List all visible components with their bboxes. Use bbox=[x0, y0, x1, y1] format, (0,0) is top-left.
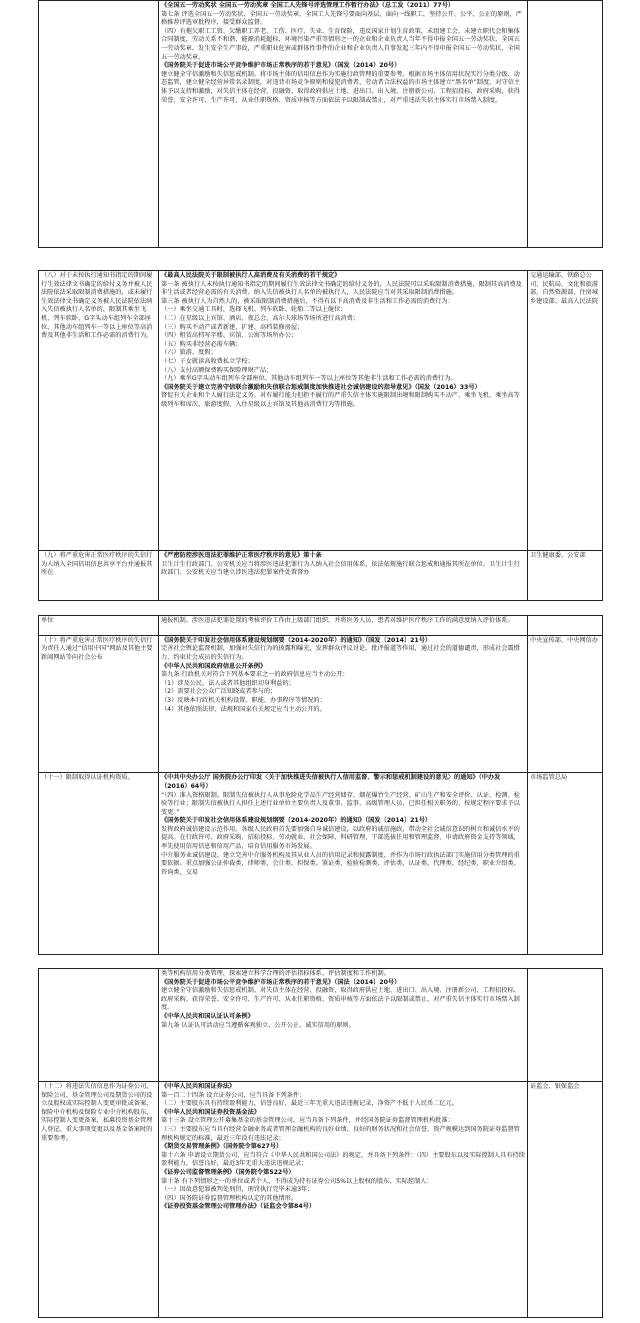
legal-basis-cell bbox=[159, 773, 528, 955]
law-clause: （二）在星级以上宾馆、酒店、夜总会、高尔夫球场等场所进行高消费； bbox=[161, 314, 359, 322]
law-clause: （二）主要股东具有持续盈利能力，信誉良好，最近三年无重大违法违规记录，净资产不低于人民币二亿元。 bbox=[161, 1100, 458, 1108]
law-title: 《中华人民共和国认证认可条例》 bbox=[161, 1012, 254, 1020]
law-clause: “（四）准入资格限制。限制失信被执行人从事危险化学品生产经营储存、烟花爆竹生产经营、矿山生产和安全评价、认证、检测、检验等行业；限制失信被执行人担任上述行业单位主要负责人及董事、监事、高级管理人员，已担任相关职务的，按规定程序要求予以变更。” bbox=[161, 791, 520, 816]
page-section-3 bbox=[38, 615, 603, 955]
measure-cell bbox=[39, 969, 159, 1082]
law-clause: 建立健全守信激励和失信惩戒机制。将市场主体的信用信息作为实施行政管理的重要参考。根据市场主体信用状况实行分类分级、动态监管，建立健全经营异常名录制度，对违背市场竞争原则和侵犯消费者、劳动者合法权益的市场主体建立“黑名单”制度，对守信主体予以支持和激励，对失信主体在经营、投融资、取得政府供应土地、进出口、出入境、注册新公司、工程招投标、政府采购、获得荣誉、安全许可、生产许可、从业任职资格、资质审核等方面依法予以限制或禁止，对严重违法失信主体实行市场禁入制度。 bbox=[161, 70, 521, 104]
legal-basis-cell bbox=[159, 969, 528, 1082]
department-cell bbox=[528, 969, 603, 1082]
law-clause: 第十条 有下列情形之一的单位或者个人，不得成为持有证券公司5%以上股权的股东、实际控制人： bbox=[161, 1177, 433, 1185]
law-title: 《证券公司监督管理条例》（国务院令第522号） bbox=[161, 1168, 295, 1176]
law-clause: 第九条 认证认可活动应当遵循客观独立、公开公正、诚实信用的原则。 bbox=[161, 1021, 355, 1029]
department-cell: 卫生健康委、公安部 bbox=[528, 551, 603, 601]
law-clause: 卫生计生行政部门、公安机关应当将涉医违法犯罪行为人纳入社会信用体系，依法依规施行联合惩戒和通报其所在单位。卫生计生行政部门、公安机关应当建立涉医违法犯罪案件处置督办 bbox=[161, 560, 520, 577]
table-row bbox=[39, 1081, 603, 1317]
measure-cell: （八）对于未按执行通知书指定的期间履行生效法律文书确定的给付义务并被人民法院依法采取限制消费措施的，或未履行生效法律文书确定义务被人民法院依法纳入失信被执行人名单的，限制其乘坐飞机、列车软卧、G字头动车组列车全部座位、其他动车组列车一等以上座位等高消费及其他非生活和工作必需的消费行为。 bbox=[39, 271, 159, 551]
measure-cell: （十一）限制取得认证机构资质。 bbox=[39, 773, 159, 955]
law-clause: （四）租赁高档写字楼、宾馆、公寓等场所办公； bbox=[161, 332, 298, 340]
table-row bbox=[39, 773, 603, 955]
measure-cell bbox=[39, 1, 159, 248]
law-title: 《严密防控涉医违法犯罪维护正常医疗秩序的意见》第十条 bbox=[161, 552, 322, 559]
page-section-1 bbox=[38, 0, 603, 248]
table-row bbox=[39, 1, 603, 248]
department-cell bbox=[528, 1, 603, 248]
law-title: 《中共中央办公厅 国务院办公厅印发〈关于加快推进失信被执行人信用监督、警示和惩戒机制建设的意见〉的通知》（中办发（2016）64号） bbox=[161, 774, 501, 790]
law-clause: （九）乘坐G字头动车组列车全部座位、其他动车组列车一等以上座位等其他非生活和工作必需的消费行为。 bbox=[161, 375, 457, 383]
table-row bbox=[39, 616, 603, 636]
policy-table-1 bbox=[38, 0, 603, 248]
law-clause: （三）购买不动产或者新建、扩建、高档装修房屋； bbox=[161, 323, 304, 331]
department-cell bbox=[528, 616, 603, 636]
law-clause: 第十三条 设立管理公开募集基金的基金管理公司，应当具备下列条件，并经国务院证券监督管理机构批准： bbox=[161, 1117, 454, 1125]
law-title: 《国务院关于印发社会信用体系建设规划纲要（2014-2020年）的通知》（国发〔2014〕21号） bbox=[161, 817, 432, 825]
legal-basis-cell bbox=[159, 1081, 528, 1317]
department-cell: 交通运输部、铁路总公司、民航局、文化和旅游部、自然资源部、住房城乡建设部、最高人民法院 bbox=[528, 271, 603, 551]
department-cell: 中央宣传部、中央网信办 bbox=[528, 635, 603, 773]
legal-basis-cell bbox=[159, 1, 528, 248]
table-row bbox=[39, 551, 603, 601]
law-clause: 第九条 行政机关对符合下列基本要求之一的政府信息应当主动公开： bbox=[161, 671, 349, 679]
law-title: 《中华人民共和国证券投资基金法》 bbox=[161, 1108, 260, 1116]
law-clause: 第十六条 申请设立期货公司，应当符合《中华人民共和国公司法》的规定，并具备下列条件：（四）主要股东以及实际控制人具有持续盈利能力，信誉良好，最近3年无重大违法违规记录； bbox=[161, 1151, 525, 1168]
law-title: 《证券投资基金管理公司管理办法》（证监会令第84号） bbox=[161, 1203, 316, 1211]
law-clause: （2）需要社会公众广泛知晓或者参与的； bbox=[161, 688, 277, 696]
law-title: 《国务院关于促进市场公平竞争维护市场正常秩序的若干意见》（国发（2014）20号） bbox=[161, 62, 401, 70]
law-clause: （一）乘坐交通工具时，选择飞机、列车软卧、轮船二等以上舱位； bbox=[161, 306, 347, 314]
law-clause: 第一条 被执行人未按执行通知书指定的期间履行生效法律文书确定的给付义务的，人民法院可以采取限制消费措施，限制其高消费及非生活或者经营必需的有关消费。纳入失信被执行人名单的被执行人，人民法院应当对其采取限制消费措施。 bbox=[161, 280, 522, 297]
policy-table-2 bbox=[38, 270, 603, 601]
law-clause: 完善社会舆论监督机制，加强对失信行为的披露和曝光，发挥群众评议讨论、批评报道等作用，通过社会的道德谴责，形成社会震慑力，约束社会成员的失信行为。 bbox=[161, 645, 520, 662]
law-title: 《全国五一劳动奖状 全国五一劳动奖章 全国工人先锋号评选管理工作暂行办法》（总工发（2011）77号） bbox=[161, 2, 455, 9]
measure-cell: （九）将严重危害正常医疗秩序的失信行为人纳入全国信用信息共享平台并通报其所在 bbox=[39, 551, 159, 601]
policy-table-4 bbox=[38, 968, 603, 1318]
law-clause: （七）子女就读高收费私立学校； bbox=[161, 357, 254, 365]
legal-basis-cell bbox=[159, 271, 528, 551]
legal-basis-cell bbox=[159, 551, 528, 601]
law-clause: 督促有关企业和个人履行法定义务。对有履行能力但拒不履行的严重失信主体实施限制出境和限制购买不动产、乘坐飞机、乘坐高等级列车和席次、旅游度假、入住星级以上宾馆及其他高消费行为等措施。 bbox=[161, 392, 520, 408]
law-title: 《期货交易管理条例》（国务院令第627号） bbox=[161, 1143, 283, 1151]
law-clause: （五）购买非经营必需车辆； bbox=[161, 340, 242, 348]
law-title: 《中华人民共和国政府信息公开条例》 bbox=[161, 662, 267, 670]
law-title: 《最高人民法院关于限制被执行人高消费及有关消费的若干规定》 bbox=[161, 272, 341, 279]
law-clause: （八）支付高额保费购买保险理财产品； bbox=[161, 366, 273, 374]
law-clause: （四）国务院证券监督管理机构认定的其他情形。 bbox=[161, 1194, 298, 1202]
table-row bbox=[39, 271, 603, 551]
table-row bbox=[39, 969, 603, 1082]
law-clause: 通报机制。涉医违法犯罪处置的考核评价工作由上级部门组织，并将医务人员、患者对维护医疗秩序工作的满意度纳入评价体系。 bbox=[161, 617, 514, 624]
policy-table-3 bbox=[38, 615, 603, 955]
department-cell: 证监会、银保监会 bbox=[528, 1081, 603, 1317]
page-section-2 bbox=[38, 270, 603, 601]
law-clause: （4）其他依照法律、法规和国家有关规定应当主动公开的。 bbox=[161, 705, 326, 713]
law-title: 《中华人民共和国证券法》 bbox=[161, 1082, 236, 1090]
law-clause: （四）有拖欠职工工资、欠缴职工养老、工伤、医疗、失业、生育保险，违反国家计划生育政策，未组建工会，未建立职代会和集体合同制度，劳动关系不和谐，能源消耗超标，环境污染严重等情形之一的企业和企业负责人当年不得申报全国五一劳动奖状、全国五一劳动奖章。发生安全生产事故，严重职业危害或群体性事件的企业和企业负责人自事发起三年内不得申报全国五一劳动奖状，全国五一劳动奖章。 bbox=[161, 27, 520, 61]
table-row bbox=[39, 635, 603, 773]
law-clause: 类等机构信用分类管理，探索建立科学合理的评估指标体系、评估制度和工作机制。 bbox=[161, 970, 390, 977]
law-title: 《国务院关于建立完善守信联合激励和失信联合惩戒制度加快推进社会诚信建设的指导意见》（国发（2016）33号） bbox=[161, 383, 481, 391]
law-clause: （一）因故意犯罪被判处刑罚，刑罚执行完毕未逾3年； bbox=[161, 1186, 314, 1194]
law-clause: 发挥政府诚信建设示范作用。各级人民政府首先要加强自身诚信建设，以政府的诚信施政，带动全社会诚信意识的树立和诚信水平的提高。在行政许可、政府采购、招标投标、劳动就业、社会保障、科研管理、干部选拔任用和管理监督、申请政府资金支持等领域，率先使用信用信息和信用产品，培育信用服务市场发展。 bbox=[161, 825, 520, 851]
law-title: 《国务院关于促进市场公平竞争维护市场正常秩序的若干意见》（国法〔2014〕20号） bbox=[161, 978, 401, 986]
law-clause: 第七条 评选全国五一劳动奖状、全国五一劳动奖章、全国工人先锋号要面向基层、面向一线职工，坚持公开、公平、公正的原则，严格推荐评选审批程序，接受群众监督。 bbox=[161, 10, 522, 27]
law-title: 《国务院关于印发社会信用体系建设规划纲要（2014-2020年）的通知》（国发〔2014〕21号） bbox=[161, 636, 432, 644]
law-clause: 建立健全守信激励和失信惩戒机制。对失信主体在经营、投融资、取得政府供应土地、进出口、出入境、注册新公司、工程招投标、政府采购、获得荣誉、安全许可、生产许可、从业任职资格、资质审核等方面依法予以限制或禁止，对严重失信主体实行市场禁入制度。 bbox=[161, 987, 520, 1012]
department-cell: 市场监管总局 bbox=[528, 773, 603, 955]
law-clause: 第一百二十四条 设立证券公司，应当具备下列条件： bbox=[161, 1091, 306, 1099]
measure-cell: （十二）将违法失信信息作为证券公司、保险公司、基金管理公司及期货公司的设立及股权或实际控制人变更审批或备案，保险中介机构及保险专业中介机构股东、实际控制人变更备案，私募投资基金管理人登记、重大事项变更以及基金备案时的重要参考。 bbox=[39, 1081, 159, 1317]
law-clause: （3）反映本行政机关机构设置、职能、办事程序等情况的； bbox=[161, 696, 326, 704]
law-clause: 第三条 被执行人为自然人的，被采取限制消费措施后，不得有以下高消费及非生活和工作必需的消费行为： bbox=[161, 297, 454, 305]
legal-basis-cell bbox=[159, 635, 528, 773]
law-clause: 中介服务业诚信建设。建立完善中介服务机构及其从业人员的信用记录和披露制度，并作为市场行政执法部门实施信用分类管理的重要依据。重点加强公证仲裁类、律师类、会计类、担保类、鉴证类、检验检测类、评估类、认证类、代理类、经纪类、职业介绍类、咨询类、交易 bbox=[161, 851, 520, 876]
page-section-4 bbox=[38, 968, 603, 1318]
law-clause: （六）旅游、度假； bbox=[161, 349, 217, 357]
measure-cell: （十）将严重危害正常医疗秩序的失信行为责任人通过“信用中国”网站及其他主要新闻网站等向社会公布 bbox=[39, 635, 159, 773]
law-clause: （1）涉及公民、法人或者其他组织切身利益的； bbox=[161, 679, 295, 687]
legal-basis-cell bbox=[159, 616, 528, 636]
law-clause: （三）主要股东应当具有经营金融业务或者管理金融机构的良好业绩、良好的财务状况和社会信誉，资产规模达到国务院证券监督管理机构规定的标准，最近三年没有违法记录； bbox=[161, 1125, 520, 1142]
measure-cell: 单位 bbox=[39, 616, 159, 636]
